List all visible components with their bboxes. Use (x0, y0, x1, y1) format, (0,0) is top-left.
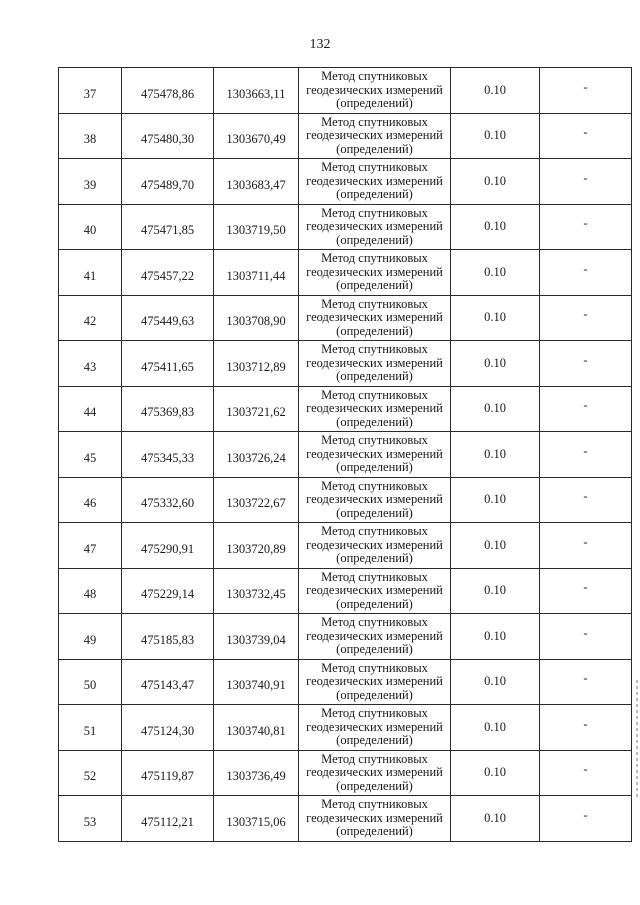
note-cell-text: - (583, 216, 588, 230)
x-coordinate-cell (122, 614, 214, 660)
method-line: (определений) (336, 232, 413, 247)
note-cell-text: - (583, 398, 588, 412)
y-coordinate-cell (214, 659, 299, 705)
y-coordinate-cell (214, 705, 299, 751)
method-line: геодезических измерений (306, 264, 443, 279)
x-coordinate-cell-text: 475124,30 (140, 723, 195, 738)
y-coordinate-cell (214, 341, 299, 387)
x-coordinate-cell-text: 475478,86 (140, 86, 195, 101)
method-line: (определений) (336, 596, 413, 611)
method-line: геодезических измерений (306, 537, 443, 552)
note-cell (540, 614, 632, 660)
table-row (59, 113, 632, 159)
accuracy-cell-text: 0.10 (484, 355, 506, 370)
note-cell (540, 341, 632, 387)
table-row (59, 341, 632, 387)
y-coordinate-cell (214, 614, 299, 660)
method-line: (определений) (336, 551, 413, 565)
y-coordinate-cell (214, 432, 299, 478)
note-cell-text: - (583, 125, 588, 139)
point-number-cell-text: 50 (83, 678, 97, 692)
point-number-cell-text: 40 (83, 223, 97, 237)
x-coordinate-cell (122, 204, 214, 250)
y-coordinate-cell-text: 1303726,24 (226, 450, 286, 465)
accuracy-cell-text: 0.10 (484, 264, 506, 279)
method-line: Метод спутниковых (321, 114, 428, 129)
method-line: геодезических измерений (306, 674, 443, 688)
accuracy-cell (451, 568, 540, 614)
note-cell-text: - (583, 671, 588, 685)
y-coordinate-cell-text: 1303740,91 (226, 678, 286, 692)
accuracy-cell (451, 204, 540, 250)
method-cell (299, 659, 451, 705)
accuracy-cell-text: 0.10 (484, 765, 506, 779)
method-line: (определений) (336, 733, 413, 747)
table-row (59, 477, 632, 523)
method-cell (299, 159, 451, 205)
x-coordinate-cell (122, 341, 214, 387)
method-line: Метод спутниковых (321, 296, 428, 311)
table-row (59, 796, 632, 842)
method-line: геодезических измерений (306, 128, 443, 142)
point-number-cell (59, 568, 122, 614)
x-coordinate-cell (122, 113, 214, 159)
accuracy-cell (451, 159, 540, 205)
x-coordinate-cell (122, 796, 214, 842)
point-number-cell (59, 250, 122, 296)
method-cell (299, 568, 451, 614)
y-coordinate-cell-text: 1303736,49 (226, 769, 286, 783)
x-coordinate-cell-text: 475229,14 (140, 587, 195, 601)
table-row (59, 68, 632, 114)
x-coordinate-cell-text: 475369,83 (140, 405, 195, 419)
point-number-cell-text: 45 (83, 450, 97, 465)
point-number-cell (59, 113, 122, 159)
accuracy-cell (451, 295, 540, 341)
x-coordinate-cell-text: 475112,21 (141, 814, 194, 829)
x-coordinate-cell-text: 475290,91 (140, 541, 195, 556)
accuracy-cell-text: 0.10 (484, 173, 506, 188)
method-cell (299, 523, 451, 569)
point-number-cell (59, 705, 122, 751)
point-number-cell (59, 432, 122, 478)
method-line: геодезических измерений (306, 492, 443, 506)
accuracy-cell-text: 0.10 (484, 719, 506, 734)
point-number-cell-text: 53 (83, 814, 97, 829)
method-line: геодезических измерений (306, 82, 443, 97)
note-cell-text: - (583, 762, 588, 776)
method-line: Метод спутниковых (321, 251, 428, 265)
method-cell (299, 432, 451, 478)
method-line: геодезических измерений (306, 719, 443, 734)
y-coordinate-cell-text: 1303721,62 (226, 405, 286, 419)
table-row (59, 568, 632, 614)
point-number-cell-text: 38 (83, 132, 97, 146)
scan-edge-mark (636, 680, 638, 800)
accuracy-cell (451, 750, 540, 796)
note-cell-text: - (583, 625, 588, 640)
x-coordinate-cell (122, 705, 214, 751)
method-line: геодезических измерений (306, 310, 443, 324)
accuracy-cell-text: 0.10 (484, 583, 506, 597)
method-line: (определений) (336, 323, 413, 338)
method-line: геодезических измерений (306, 173, 443, 188)
point-number-cell (59, 750, 122, 796)
point-number-cell-text: 37 (83, 86, 97, 101)
method-cell (299, 113, 451, 159)
note-cell (540, 204, 632, 250)
point-number-cell-text: 43 (83, 359, 97, 374)
y-coordinate-cell-text: 1303722,67 (226, 496, 286, 510)
table-row (59, 250, 632, 296)
note-cell (540, 295, 632, 341)
note-cell-text: - (583, 261, 588, 276)
note-cell-text: - (583, 489, 588, 503)
method-cell (299, 796, 451, 842)
note-cell (540, 250, 632, 296)
accuracy-cell-text: 0.10 (484, 492, 506, 506)
x-coordinate-cell-text: 475185,83 (140, 632, 195, 647)
table-row (59, 750, 632, 796)
method-line: (определений) (336, 141, 413, 156)
point-number-cell-text: 51 (83, 723, 97, 738)
table-row (59, 204, 632, 250)
point-number-cell-text: 52 (83, 769, 97, 783)
method-line: Метод спутниковых (321, 387, 428, 402)
method-cell (299, 705, 451, 751)
note-cell (540, 523, 632, 569)
note-cell (540, 113, 632, 159)
accuracy-cell-text: 0.10 (484, 537, 506, 552)
note-cell-text: - (583, 716, 588, 731)
y-coordinate-cell (214, 796, 299, 842)
method-line: геодезических измерений (306, 628, 443, 643)
method-line: (определений) (336, 278, 413, 292)
y-coordinate-cell-text: 1303740,81 (226, 723, 286, 738)
method-line: геодезических измерений (306, 219, 443, 233)
accuracy-cell-text: 0.10 (484, 628, 506, 643)
table-row (59, 295, 632, 341)
note-cell (540, 477, 632, 523)
note-cell-text: - (583, 580, 588, 594)
method-line: Метод спутниковых (321, 524, 428, 538)
note-cell (540, 432, 632, 478)
method-line: Метод спутниковых (321, 342, 428, 356)
y-coordinate-cell-text: 1303719,50 (226, 223, 286, 237)
point-number-cell-text: 41 (83, 268, 97, 283)
note-cell-text: - (583, 79, 588, 94)
accuracy-cell-text: 0.10 (484, 219, 506, 233)
method-line: (определений) (336, 369, 413, 383)
method-line: Метод спутниковых (321, 569, 428, 584)
accuracy-cell-text: 0.10 (484, 401, 506, 415)
accuracy-cell (451, 523, 540, 569)
x-coordinate-cell (122, 432, 214, 478)
table-row (59, 159, 632, 205)
method-cell (299, 250, 451, 296)
x-coordinate-cell-text: 475345,33 (140, 450, 195, 465)
method-line: геодезических измерений (306, 401, 443, 415)
y-coordinate-cell (214, 159, 299, 205)
y-coordinate-cell (214, 250, 299, 296)
page-number: 132 (309, 37, 331, 52)
table-row (59, 432, 632, 478)
y-coordinate-cell (214, 523, 299, 569)
accuracy-cell (451, 113, 540, 159)
accuracy-cell (451, 432, 540, 478)
note-cell (540, 68, 632, 114)
accuracy-cell (451, 68, 540, 114)
point-number-cell-text: 44 (83, 405, 97, 419)
method-cell (299, 614, 451, 660)
y-coordinate-cell (214, 68, 299, 114)
y-coordinate-cell (214, 477, 299, 523)
point-number-cell-text: 49 (83, 632, 97, 647)
point-number-cell (59, 204, 122, 250)
y-coordinate-cell-text: 1303663,11 (226, 86, 286, 101)
x-coordinate-cell (122, 250, 214, 296)
note-cell-text: - (583, 170, 588, 185)
x-coordinate-cell (122, 659, 214, 705)
method-cell (299, 477, 451, 523)
y-coordinate-cell-text: 1303715,06 (226, 814, 286, 829)
accuracy-cell-text: 0.10 (484, 310, 506, 324)
method-line: (определений) (336, 96, 413, 110)
note-cell-text: - (583, 443, 588, 458)
accuracy-cell-text: 0.10 (484, 810, 506, 825)
method-line: геодезических измерений (306, 765, 443, 779)
accuracy-cell-text: 0.10 (484, 674, 506, 688)
note-cell-text: - (583, 807, 588, 822)
method-line: Метод спутниковых (321, 751, 428, 766)
note-cell (540, 159, 632, 205)
y-coordinate-cell-text: 1303708,90 (226, 314, 286, 328)
y-coordinate-cell (214, 295, 299, 341)
point-number-cell (59, 477, 122, 523)
accuracy-cell (451, 341, 540, 387)
note-cell (540, 659, 632, 705)
note-cell (540, 796, 632, 842)
point-number-cell (59, 796, 122, 842)
x-coordinate-cell (122, 386, 214, 432)
method-line: Метод спутниковых (321, 433, 428, 447)
note-cell (540, 750, 632, 796)
point-number-cell (59, 341, 122, 387)
method-line: (определений) (336, 687, 413, 702)
y-coordinate-cell-text: 1303732,45 (226, 587, 286, 601)
method-cell (299, 750, 451, 796)
point-number-cell-text: 39 (83, 177, 97, 192)
method-line: Метод спутниковых (321, 478, 428, 493)
table-row (59, 614, 632, 660)
accuracy-cell (451, 796, 540, 842)
accuracy-cell (451, 659, 540, 705)
x-coordinate-cell-text: 475411,65 (141, 359, 194, 374)
point-number-cell (59, 386, 122, 432)
point-number-cell (59, 68, 122, 114)
y-coordinate-cell-text: 1303720,89 (226, 541, 286, 556)
coordinates-table-body (59, 68, 632, 842)
method-line: (определений) (336, 505, 413, 520)
method-line: (определений) (336, 414, 413, 429)
point-number-cell-text: 42 (83, 314, 97, 328)
point-number-cell-text: 47 (83, 541, 97, 556)
x-coordinate-cell (122, 477, 214, 523)
coordinates-table (58, 67, 632, 842)
method-line: Метод спутниковых (321, 205, 428, 220)
accuracy-cell (451, 705, 540, 751)
y-coordinate-cell-text: 1303739,04 (226, 632, 286, 647)
point-number-cell (59, 614, 122, 660)
note-cell (540, 386, 632, 432)
note-cell-text: - (583, 307, 588, 321)
y-coordinate-cell-text: 1303712,89 (226, 359, 286, 374)
method-line: Метод спутниковых (321, 160, 428, 174)
method-line: Метод спутниковых (321, 69, 428, 83)
x-coordinate-cell-text: 475471,85 (140, 223, 195, 237)
accuracy-cell-text: 0.10 (484, 128, 506, 142)
x-coordinate-cell (122, 523, 214, 569)
y-coordinate-cell (214, 386, 299, 432)
x-coordinate-cell (122, 295, 214, 341)
note-cell-text: - (583, 534, 588, 549)
method-line: (определений) (336, 187, 413, 201)
note-cell (540, 705, 632, 751)
accuracy-cell (451, 614, 540, 660)
method-line: геодезических измерений (306, 583, 443, 597)
x-coordinate-cell-text: 475449,63 (140, 314, 195, 328)
accuracy-cell (451, 386, 540, 432)
method-line: геодезических измерений (306, 810, 443, 825)
table-row (59, 705, 632, 751)
table-row (59, 659, 632, 705)
method-cell (299, 68, 451, 114)
table-row (59, 386, 632, 432)
method-line: Метод спутниковых (321, 660, 428, 675)
accuracy-cell-text: 0.10 (484, 446, 506, 461)
x-coordinate-cell-text: 475143,47 (140, 678, 195, 692)
method-line: (определений) (336, 642, 413, 656)
y-coordinate-cell (214, 568, 299, 614)
x-coordinate-cell (122, 159, 214, 205)
point-number-cell (59, 159, 122, 205)
accuracy-cell (451, 477, 540, 523)
accuracy-cell-text: 0.10 (484, 82, 506, 97)
x-coordinate-cell (122, 750, 214, 796)
y-coordinate-cell (214, 113, 299, 159)
method-line: Метод спутниковых (321, 706, 428, 720)
point-number-cell-text: 46 (83, 496, 97, 510)
method-line: (определений) (336, 824, 413, 838)
note-cell-text: - (583, 352, 588, 367)
table-row (59, 523, 632, 569)
method-line: (определений) (336, 460, 413, 474)
point-number-cell (59, 659, 122, 705)
method-line: геодезических измерений (306, 446, 443, 461)
method-cell (299, 341, 451, 387)
method-cell (299, 204, 451, 250)
method-line: (определений) (336, 778, 413, 793)
method-line: геодезических измерений (306, 355, 443, 370)
y-coordinate-cell-text: 1303670,49 (226, 132, 286, 146)
point-number-cell (59, 295, 122, 341)
y-coordinate-cell-text: 1303711,44 (226, 268, 286, 283)
x-coordinate-cell (122, 68, 214, 114)
point-number-cell (59, 523, 122, 569)
method-line: Метод спутниковых (321, 797, 428, 811)
accuracy-cell (451, 250, 540, 296)
point-number-cell-text: 48 (83, 587, 97, 601)
y-coordinate-cell-text: 1303683,47 (226, 177, 286, 192)
x-coordinate-cell-text: 475332,60 (140, 496, 195, 510)
x-coordinate-cell-text: 475480,30 (140, 132, 195, 146)
x-coordinate-cell-text: 475489,70 (140, 177, 195, 192)
y-coordinate-cell (214, 750, 299, 796)
method-cell (299, 295, 451, 341)
method-cell (299, 386, 451, 432)
x-coordinate-cell-text: 475119,87 (141, 769, 194, 783)
x-coordinate-cell (122, 568, 214, 614)
note-cell (540, 568, 632, 614)
y-coordinate-cell (214, 204, 299, 250)
x-coordinate-cell-text: 475457,22 (140, 268, 195, 283)
method-line: Метод спутниковых (321, 615, 428, 629)
